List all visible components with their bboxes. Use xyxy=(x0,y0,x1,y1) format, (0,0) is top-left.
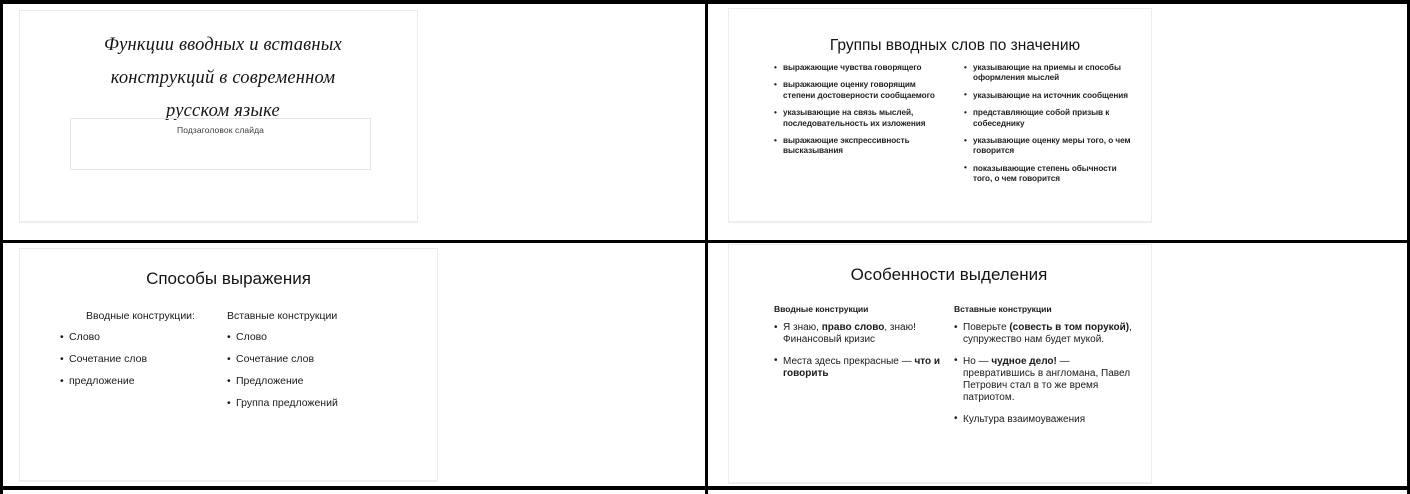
slide-1-card[interactable] xyxy=(19,10,418,223)
slide-4-right-list xyxy=(954,322,1144,426)
slide-3-right-head: Вставные конструкции xyxy=(227,310,338,322)
grid-divider-horizontal xyxy=(0,240,1410,243)
list-item: • Культура взаимоуважения xyxy=(954,414,1144,426)
slide-3-card[interactable] xyxy=(19,248,438,482)
slide-cell-1[interactable] xyxy=(0,4,705,242)
list-item: • представляющие собой призыв к собеседнику xyxy=(964,108,1136,129)
subtitle-placeholder-text: Подзаголовок слайда xyxy=(177,125,264,135)
slide-2-columns xyxy=(774,63,1154,192)
list-item: • Но — чудное дело! — превратившись в англомана, Павел Петрович стал в то же время патриотом. xyxy=(954,356,1144,405)
list-item: • Слово xyxy=(227,331,412,344)
slide-2-column-right xyxy=(964,63,1136,192)
slide-3-left-list xyxy=(60,331,221,388)
slide-3-column-right xyxy=(227,310,412,419)
slide-3-heading: Способы выражения xyxy=(146,269,311,288)
slide-3-column-left xyxy=(60,310,221,419)
slide-3-columns xyxy=(60,310,420,419)
list-item: • Сочетание слов xyxy=(60,353,221,366)
list-item: • Слово xyxy=(60,331,221,344)
slide-cell-2[interactable] xyxy=(705,4,1410,242)
slide-4-left-head: Вводные конструкции xyxy=(774,304,869,314)
list-item: • Предложение xyxy=(227,375,412,388)
list-item: • Группа предложений xyxy=(227,397,412,410)
list-item: • указывающие на источник сообщения xyxy=(964,91,1136,101)
slide-cell-4[interactable] xyxy=(705,242,1410,494)
subtitle-placeholder-box[interactable] xyxy=(70,118,371,170)
slide-3-right-list xyxy=(227,331,412,410)
list-item: • указывающие оценку меры того, о чем говорится xyxy=(964,136,1136,157)
slide-4-right-head: Вставные конструкции xyxy=(954,304,1052,314)
list-item: • предложение xyxy=(60,375,221,388)
slide-2-right-list xyxy=(964,63,1136,185)
title-line-2: конструкций в современном xyxy=(110,68,336,88)
list-item: • указывающие на связь мыслей, последовательность их изложения xyxy=(774,108,946,129)
slide-2-card[interactable] xyxy=(728,8,1152,223)
list-item: • Поверьте (совесть в том порукой), супружество нам будет мукой. xyxy=(954,322,1144,347)
list-item: • Места здесь прекрасные — что и говорить xyxy=(774,356,946,381)
list-item: • Сочетание слов xyxy=(227,353,412,366)
grid-edge-left xyxy=(0,4,3,494)
slide-2-left-list xyxy=(774,63,946,157)
slide-2-column-left xyxy=(774,63,946,192)
grid-divider-vertical xyxy=(705,4,708,494)
slide-1-title xyxy=(68,29,378,128)
slide-cell-3[interactable] xyxy=(0,242,705,494)
list-item: • выражающие оценку говорящим степени достоверности сообщаемого xyxy=(774,80,946,101)
slide-4-column-left xyxy=(774,304,946,435)
title-line-1: Функции вводных и вставных xyxy=(104,35,342,55)
slide-4-left-list xyxy=(774,322,946,380)
slide-4-heading: Особенности выделения xyxy=(850,265,1048,284)
slide-4-card[interactable] xyxy=(728,244,1152,484)
slide-3-left-head: Вводные конструкции: xyxy=(86,310,195,322)
list-item: • Я знаю, право слово, знаю! Финансовый кризис xyxy=(774,322,946,347)
list-item: • показывающие степень обычности того, о чем говорится xyxy=(964,164,1136,185)
slide-2-heading: Группы вводных слов по значению xyxy=(829,37,1081,54)
slide-4-columns xyxy=(774,304,1159,435)
list-item: • указывающие на приемы и способы оформления мыслей xyxy=(964,63,1136,84)
list-item: • выражающие экспрессивность высказывания xyxy=(774,136,946,157)
slide-4-column-right xyxy=(954,304,1144,435)
title-line-3: русском языке xyxy=(166,101,280,121)
list-item: • выражающие чувства говорящего xyxy=(774,63,946,73)
